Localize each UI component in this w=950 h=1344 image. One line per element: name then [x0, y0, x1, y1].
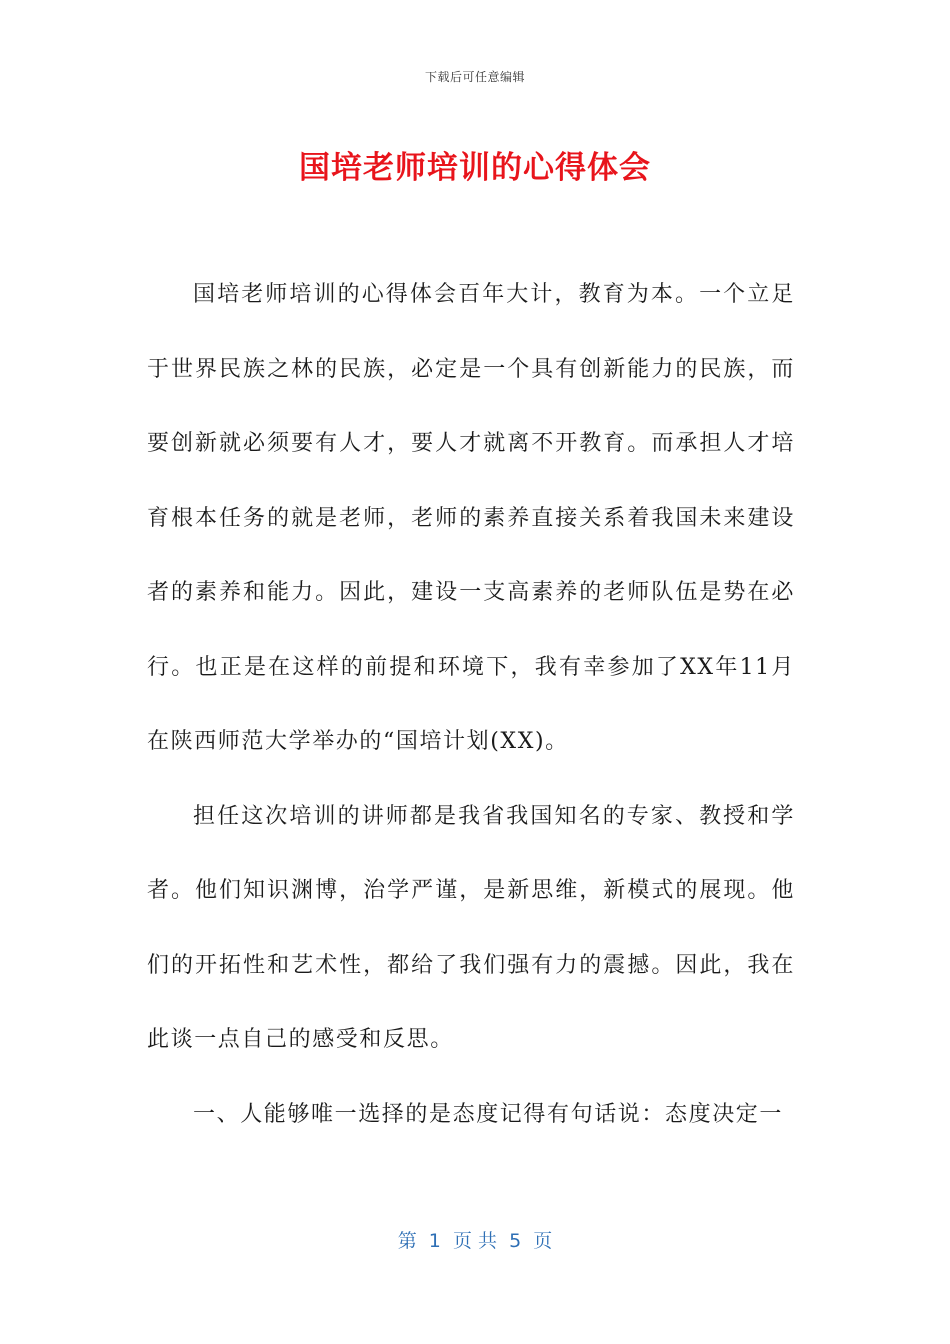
document-body [147, 258, 795, 1152]
header-note: 下载后可任意编辑 [424, 70, 525, 84]
document-title: 国培老师培训的心得体会 [299, 150, 651, 186]
paragraph-2: 担任这次培训的讲师都是我省我国知名的专家、教授和学者。他们知识渊博，治学严谨，是新思维，新模式的展现。他们的开拓性和艺术性，都给了我们强有力的震撼。因此，我在此谈一点自己的感受和反思。 [147, 803, 795, 1052]
paragraph-3: 一、人能够唯一选择的是态度记得有句话说：态度决定一 [193, 1101, 784, 1127]
paragraph-1: 国培老师培训的心得体会百年大计，教育为本。一个立足于世界民族之林的民族，必定是一个具有创新能力的民族，而要创新就必须要有人才，要人才就离不开教育。而承担人才培育根本任务的就是老师，老师的素养直接关系着我国未来建设者的素养和能力。因此，建设一支高素养的老师队伍是势在必行。也正是在这样的前提和环境下，我有幸参加了XX年11月在陕西师范大学举办的“国培计划(XX)。 [147, 282, 795, 754]
page-number-footer: 第 1 页 共 5 页 [397, 1230, 553, 1252]
